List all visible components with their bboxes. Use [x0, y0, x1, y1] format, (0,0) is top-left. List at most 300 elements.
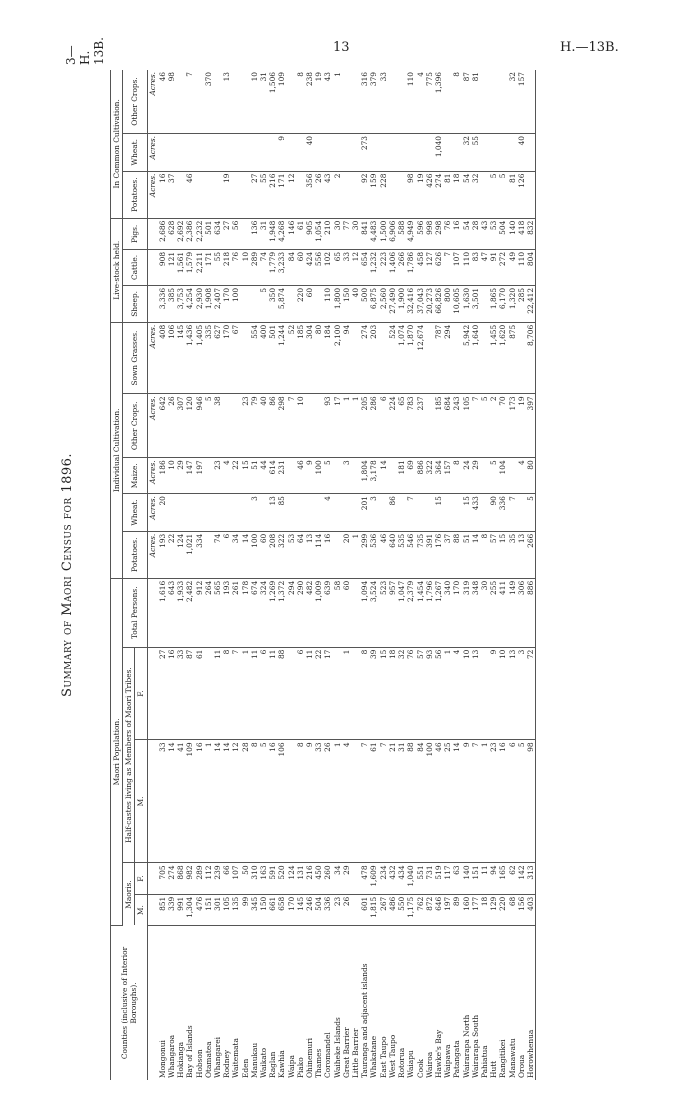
- table-cell: 107: [231, 863, 240, 894]
- table-cell: 266: [526, 531, 536, 578]
- table-cell: 298: [277, 394, 286, 458]
- table-cell: 3,233: [277, 249, 286, 285]
- table-cell: 4,949: [406, 218, 415, 249]
- table-cell: [296, 171, 305, 218]
- table-cell: 868: [176, 863, 185, 894]
- table-cell: [176, 70, 185, 134]
- table-cell: 546: [406, 531, 415, 578]
- table-cell: 159: [369, 171, 378, 218]
- table-cell: [287, 740, 296, 863]
- table-cell: 46: [185, 171, 194, 218]
- table-cell: 88: [277, 647, 286, 740]
- table-cell: 53: [489, 218, 498, 249]
- table-cell: 70: [498, 394, 507, 458]
- table-cell: 13: [471, 647, 480, 740]
- table-cell: 418: [517, 218, 526, 249]
- table-cell: 7: [231, 647, 240, 740]
- table-cell: 37: [443, 531, 452, 578]
- table-cell: [213, 171, 222, 218]
- table-cell: [287, 285, 296, 322]
- county-name: Ohinemuri: [305, 1038, 315, 1078]
- table-cell: 12,674: [416, 322, 425, 394]
- table-cell: 905: [305, 218, 314, 249]
- table-cell: 524: [388, 322, 397, 394]
- table-cell: [388, 458, 397, 494]
- table-cell: 628: [167, 218, 176, 249]
- county-name: Pahiatua: [479, 1045, 489, 1078]
- table-cell: 1: [342, 647, 351, 740]
- table-cell: 74: [213, 531, 222, 578]
- table-row: [185, 70, 194, 1080]
- county-name: Waipawa: [443, 1044, 453, 1078]
- table-cell: 89: [452, 894, 461, 925]
- table-cell: 2,379: [406, 578, 415, 647]
- table-cell: [480, 70, 489, 134]
- table-cell: 126: [517, 171, 526, 218]
- table-cell: 787: [434, 322, 443, 394]
- table-cell: 23: [333, 894, 342, 925]
- table-cell: 76: [231, 249, 240, 285]
- table-cell: 1: [333, 70, 342, 134]
- table-cell: 1,175: [406, 894, 415, 925]
- table-cell: 12: [287, 171, 296, 218]
- header-other-crops: Other Crops.: [123, 394, 147, 458]
- table-cell: 98: [167, 70, 176, 134]
- table-cell: 84: [416, 740, 425, 863]
- table-cell: 11: [305, 647, 314, 740]
- county-name: Piako: [295, 1057, 305, 1078]
- table-cell: 105: [222, 894, 231, 925]
- table-cell: 6: [379, 394, 388, 458]
- table-cell: 16: [268, 740, 277, 863]
- county-name: Coromandel: [323, 1032, 333, 1078]
- table-cell: 800: [443, 285, 452, 322]
- table-cell: 37,043: [416, 285, 425, 322]
- table-cell: 957: [388, 578, 397, 647]
- table-cell: [480, 322, 489, 394]
- table-cell: 11: [268, 647, 277, 740]
- table-cell: [388, 70, 397, 134]
- table-cell: 432: [388, 863, 397, 894]
- table-cell: 22: [314, 647, 323, 740]
- table-cell: 112: [204, 863, 213, 894]
- table-cell: 131: [296, 863, 305, 894]
- county-name: Tauranga and adjacent islands: [360, 963, 370, 1078]
- table-cell: 1,561: [176, 249, 185, 285]
- table-cell: 1,779: [268, 249, 277, 285]
- table-cell: 1,074: [397, 322, 406, 394]
- table-cell: 88: [406, 740, 415, 863]
- table-cell: 15: [498, 531, 507, 578]
- table-cell: 67: [231, 322, 240, 394]
- table-cell: 110: [462, 249, 471, 285]
- table-cell: 1,796: [425, 578, 434, 647]
- table-cell: 804: [526, 249, 536, 285]
- table-cell: 535: [397, 531, 406, 578]
- table-cell: 142: [517, 863, 526, 894]
- table-cell: [333, 134, 342, 172]
- table-cell: 208: [268, 531, 277, 578]
- table-cell: 5: [323, 458, 332, 494]
- table-cell: [305, 494, 314, 532]
- table-cell: 156: [517, 894, 526, 925]
- table-cell: [296, 134, 305, 172]
- table-cell: 9: [489, 647, 498, 740]
- table-cell: 15: [434, 494, 443, 532]
- table-row: [471, 70, 480, 1080]
- table-row: [250, 70, 259, 1080]
- table-cell: 1,900: [397, 285, 406, 322]
- table-cell: [314, 394, 323, 458]
- table-cell: [167, 134, 176, 172]
- table-cell: 203: [369, 322, 378, 394]
- unit-acres: Acres.: [147, 394, 158, 458]
- table-cell: 197: [443, 894, 452, 925]
- table-cell: [250, 285, 259, 322]
- table-cell: [388, 134, 397, 172]
- table-cell: 5: [489, 458, 498, 494]
- table-cell: 170: [222, 285, 231, 322]
- table-cell: 84: [287, 249, 296, 285]
- table-cell: [452, 134, 461, 172]
- table-cell: 117: [443, 863, 452, 894]
- table-cell: 1,630: [462, 285, 471, 322]
- units-row: [147, 70, 158, 1080]
- table-cell: 46: [296, 458, 305, 494]
- table-cell: 14: [379, 458, 388, 494]
- table-cell: [351, 863, 360, 894]
- table-cell: [204, 531, 213, 578]
- table-cell: 1,304: [185, 894, 194, 925]
- table-cell: 411: [498, 578, 507, 647]
- table-cell: 176: [434, 531, 443, 578]
- table-cell: 43: [323, 171, 332, 218]
- table-cell: 62: [508, 863, 517, 894]
- table-cell: 31: [397, 740, 406, 863]
- table-cell: 3,336: [158, 285, 167, 322]
- table-cell: 7: [471, 394, 480, 458]
- table-cell: 197: [195, 458, 204, 494]
- table-cell: 34: [333, 863, 342, 894]
- table-cell: [231, 134, 240, 172]
- table-row: [333, 70, 342, 1080]
- table-row: [406, 70, 415, 1080]
- table-cell: 165: [498, 863, 507, 894]
- table-cell: [351, 458, 360, 494]
- table-cell: 7: [287, 394, 296, 458]
- county-name: Kawhia: [277, 1050, 287, 1078]
- table-cell: 43: [323, 70, 332, 134]
- table-cell: 151: [204, 894, 213, 925]
- table-cell: 13: [268, 494, 277, 532]
- table-cell: 184: [323, 322, 332, 394]
- table-cell: [213, 134, 222, 172]
- table-cell: 267: [379, 894, 388, 925]
- table-cell: 92: [360, 171, 369, 218]
- table-cell: 171: [204, 249, 213, 285]
- table-cell: 185: [296, 322, 305, 394]
- table-cell: 640: [388, 531, 397, 578]
- table-cell: [241, 171, 250, 218]
- table-cell: 6,906: [388, 218, 397, 249]
- table-cell: 450: [314, 863, 323, 894]
- table-row: [489, 70, 498, 1080]
- table-cell: 80: [526, 458, 536, 494]
- header-potatoes: Potatoes.: [123, 531, 147, 578]
- table-cell: 44: [259, 458, 268, 494]
- table-cell: 173: [508, 394, 517, 458]
- table-cell: 11: [213, 647, 222, 740]
- table-cell: 243: [452, 394, 461, 458]
- table-cell: 32,416: [406, 285, 415, 322]
- table-cell: 348: [471, 578, 480, 647]
- unit-acres: Acres.: [147, 134, 158, 172]
- table-cell: 851: [158, 894, 167, 925]
- table-cell: 29: [471, 458, 480, 494]
- table-cell: [480, 171, 489, 218]
- table-cell: 3,524: [369, 578, 378, 647]
- table-cell: 23: [241, 394, 250, 458]
- table-cell: 46: [379, 531, 388, 578]
- table-cell: 674: [250, 578, 259, 647]
- table-cell: [213, 494, 222, 532]
- table-cell: 26: [167, 394, 176, 458]
- table-cell: 1,908: [204, 285, 213, 322]
- table-cell: 1,009: [314, 578, 323, 647]
- table-cell: 31: [259, 218, 268, 249]
- table-row: [277, 70, 286, 1080]
- table-cell: 16: [323, 531, 332, 578]
- table-cell: [241, 322, 250, 394]
- table-cell: [287, 494, 296, 532]
- county-name: Manawatu: [507, 1038, 517, 1078]
- table-cell: 237: [416, 394, 425, 458]
- table-cell: 255: [489, 578, 498, 647]
- table-cell: 147: [185, 458, 194, 494]
- table-cell: 40: [351, 285, 360, 322]
- table-cell: 220: [296, 285, 305, 322]
- table-cell: 536: [369, 531, 378, 578]
- table-cell: 109: [185, 740, 194, 863]
- table-cell: [508, 458, 517, 494]
- table-cell: 886: [526, 578, 536, 647]
- table-cell: 385: [167, 285, 176, 322]
- table-cell: 4: [342, 740, 351, 863]
- table-cell: [489, 134, 498, 172]
- table-cell: 3,178: [369, 458, 378, 494]
- header-cattle: Cattle.: [123, 249, 147, 285]
- table-cell: 13: [508, 647, 517, 740]
- table-cell: 762: [416, 894, 425, 925]
- table-cell: 2,211: [195, 249, 204, 285]
- table-cell: 5: [204, 394, 213, 458]
- table-cell: 336: [498, 494, 507, 532]
- county-name: Waipa: [286, 1055, 296, 1078]
- table-cell: 28: [241, 740, 250, 863]
- table-cell: [287, 70, 296, 134]
- table-cell: 21: [388, 740, 397, 863]
- table-cell: 160: [462, 894, 471, 925]
- table-cell: 1: [333, 740, 342, 863]
- unit-acres: Acres.: [147, 458, 158, 494]
- table-cell: 60: [305, 285, 314, 322]
- table-cell: 299: [360, 531, 369, 578]
- table-cell: 735: [416, 531, 425, 578]
- table-cell: [342, 171, 351, 218]
- table-cell: 634: [213, 218, 222, 249]
- table-cell: 39: [369, 647, 378, 740]
- table-cell: 998: [425, 218, 434, 249]
- table-cell: 26: [314, 171, 323, 218]
- table-cell: 94: [342, 322, 351, 394]
- table-cell: 30: [333, 218, 342, 249]
- table-cell: 216: [305, 863, 314, 894]
- table-cell: 1,405: [195, 322, 204, 394]
- table-cell: 54: [462, 171, 471, 218]
- table-cell: [231, 171, 240, 218]
- table-cell: [425, 394, 434, 458]
- table-row: [416, 70, 425, 1080]
- table-cell: 886: [416, 458, 425, 494]
- table-cell: 8: [452, 458, 461, 494]
- unit-acres: Acres.: [147, 494, 158, 532]
- table-cell: 76: [406, 647, 415, 740]
- county-name: Waiheke Islands: [332, 1017, 342, 1078]
- table-cell: 5: [498, 171, 507, 218]
- table-cell: 8: [250, 740, 259, 863]
- table-cell: 2: [489, 394, 498, 458]
- table-cell: 324: [259, 578, 268, 647]
- table-cell: [185, 494, 194, 532]
- table-cell: [176, 494, 185, 532]
- table-row: [351, 70, 360, 1080]
- table-cell: 66,826: [434, 285, 443, 322]
- county-name: Great Barrier: [341, 1027, 351, 1078]
- table-cell: 1,506: [268, 70, 277, 134]
- table-cell: 1,865: [489, 285, 498, 322]
- table-row: [425, 70, 434, 1080]
- table-cell: 313: [526, 863, 536, 894]
- table-cell: 3: [517, 647, 526, 740]
- table-cell: 32: [462, 134, 471, 172]
- table-cell: 81: [443, 171, 452, 218]
- table-cell: 2,232: [195, 218, 204, 249]
- unit-acres: Acres.: [147, 322, 158, 394]
- table-row: [480, 70, 489, 1080]
- header-maoris-f: F.: [135, 863, 147, 894]
- table-cell: 1,454: [416, 578, 425, 647]
- table-cell: 565: [213, 578, 222, 647]
- table-cell: 77: [342, 218, 351, 249]
- table-cell: 238: [305, 70, 314, 134]
- table-cell: 1,786: [406, 249, 415, 285]
- table-cell: 290: [296, 578, 305, 647]
- table-cell: 551: [416, 863, 425, 894]
- table-cell: [268, 134, 277, 172]
- table-cell: 1,040: [406, 863, 415, 894]
- table-cell: 6: [222, 531, 231, 578]
- table-cell: 554: [250, 322, 259, 394]
- table-cell: 6: [296, 647, 305, 740]
- table-cell: 1,320: [508, 285, 517, 322]
- table-cell: 15: [462, 494, 471, 532]
- table-cell: 23: [489, 740, 498, 863]
- table-cell: 2,100: [333, 322, 342, 394]
- county-name: Hawke's Bay: [433, 1029, 443, 1078]
- table-cell: 1: [443, 647, 452, 740]
- table-cell: 433: [471, 494, 480, 532]
- header-total-persons: Total Persons.: [123, 578, 147, 647]
- table-cell: 7: [443, 249, 452, 285]
- table-cell: 40: [305, 134, 314, 172]
- table-cell: 32: [397, 647, 406, 740]
- table-cell: 22: [231, 458, 240, 494]
- table-cell: 150: [259, 894, 268, 925]
- table-cell: 872: [425, 894, 434, 925]
- table-cell: 13: [305, 531, 314, 578]
- table-row: [452, 70, 461, 1080]
- table-cell: 102: [323, 249, 332, 285]
- table-cell: 16: [195, 740, 204, 863]
- table-cell: 16: [498, 740, 507, 863]
- table-cell: [259, 134, 268, 172]
- table-cell: 220: [498, 894, 507, 925]
- table-cell: 14: [222, 740, 231, 863]
- table-cell: 100: [231, 285, 240, 322]
- table-cell: 33: [176, 647, 185, 740]
- table-cell: 23: [213, 458, 222, 494]
- table-cell: 18: [480, 894, 489, 925]
- county-name: Waikato: [259, 1047, 269, 1078]
- table-cell: [204, 647, 213, 740]
- table-cell: 28: [471, 218, 480, 249]
- table-cell: 85: [277, 494, 286, 532]
- table-cell: [351, 171, 360, 218]
- table-cell: [241, 70, 250, 134]
- table-cell: 58: [333, 578, 342, 647]
- table-cell: 261: [231, 578, 240, 647]
- unit-acres: Acres.: [147, 171, 158, 218]
- table-cell: 14: [471, 531, 480, 578]
- table-cell: 322: [425, 458, 434, 494]
- table-cell: 1,455: [489, 322, 498, 394]
- table-cell: 1,620: [498, 322, 507, 394]
- table-cell: 4: [222, 458, 231, 494]
- table-cell: [397, 171, 406, 218]
- table-cell: [508, 134, 517, 172]
- table-cell: 80: [314, 322, 323, 394]
- table-cell: 5,942: [462, 322, 471, 394]
- county-name: Rotorua: [397, 1047, 407, 1078]
- table-cell: 2,386: [185, 218, 194, 249]
- table-cell: 135: [231, 894, 240, 925]
- table-cell: 93: [323, 394, 332, 458]
- table-cell: 81: [471, 70, 480, 134]
- table-cell: 596: [416, 218, 425, 249]
- table-cell: 1,232: [369, 249, 378, 285]
- table-cell: 3: [342, 458, 351, 494]
- table-cell: 1,094: [360, 578, 369, 647]
- table-cell: 1,406: [388, 249, 397, 285]
- table-cell: 1,269: [268, 578, 277, 647]
- table-cell: 49: [508, 249, 517, 285]
- table-cell: [231, 494, 240, 532]
- table-cell: 832: [526, 218, 536, 249]
- table-cell: 201: [360, 494, 369, 532]
- table-cell: 4: [452, 647, 461, 740]
- table-cell: 16: [452, 218, 461, 249]
- table-cell: 218: [222, 249, 231, 285]
